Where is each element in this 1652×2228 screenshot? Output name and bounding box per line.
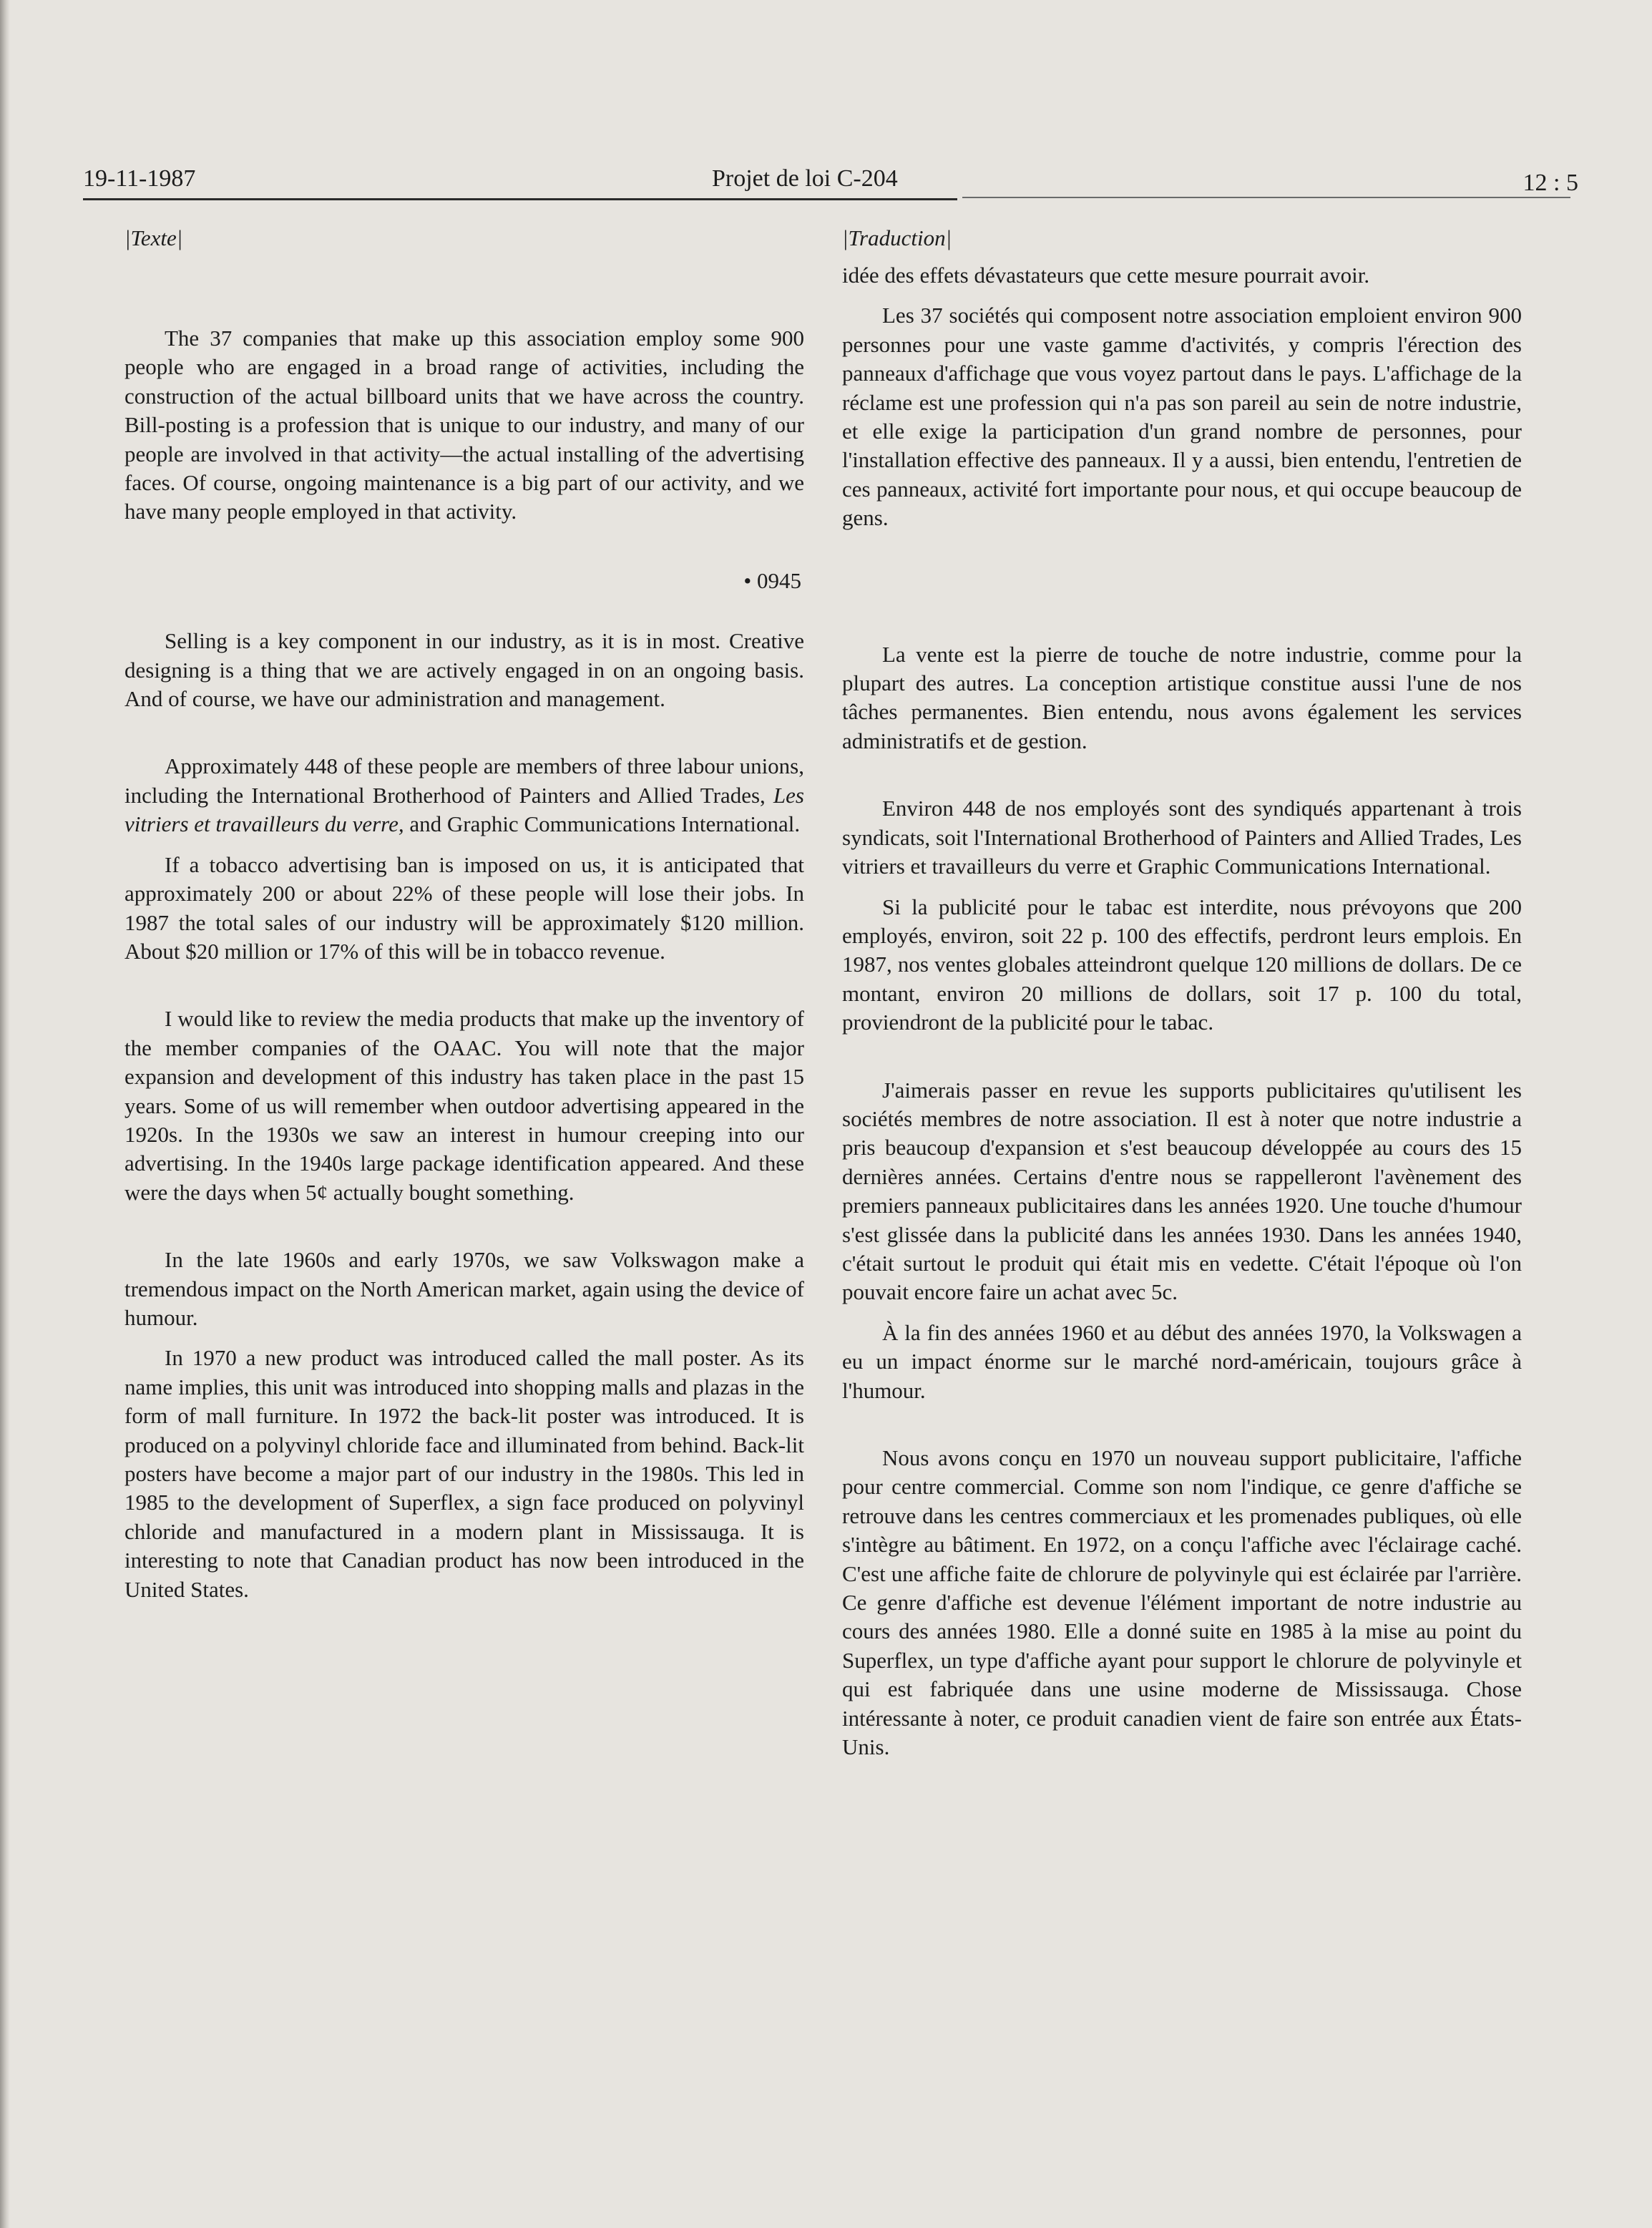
header-page-number: 12 : 5	[1523, 170, 1578, 196]
paragraph: Environ 448 de nos employés sont des syndiqués appartenant à trois syndicats, soit l'International Brotherhood of Painters and Allied Trades, Les vitriers et travailleurs du verre et Graphic Communications International.	[842, 796, 1522, 879]
document-page	[79, 161, 1595, 1760]
paragraph: Selling is a key component in our industry, as it is in most. Creative designing is a thing that we are actively engaged in on an ongoing basis. And of course, we have our administration and management.	[124, 628, 804, 712]
paragraph: I would like to review the media products that make up the inventory of the member companies of the OAAC. You will note that the major expansion and development of this industry has taken place in the past 15 years. Some of us will remember when outdoor advertising appeared in the 1920s. In the 1930s we saw an interest in humour creeping into our advertising. In the 1940s large package identification appeared. And these were the days when 5¢ actually bought something.	[124, 1006, 804, 1205]
column-english-text	[124, 224, 804, 1604]
paragraph: Nous avons conçu en 1970 un nouveau support publicitaire, l'affiche pour centre commercial. Comme son nom l'indique, ce genre d'affiche se retrouve dans les centres commerciaux et les promenades publiques, où elle s'intègre au bâtiment. En 1972, on a conçu l'affiche avec l'éclairage caché. C'est une affiche faite de chlorure de polyvinyle qui est éclairée par l'arrière. Ce genre d'affiche est devenue l'élément important de notre industrie au cours des années 1980. Elle a donné suite en 1985 à la mise au point du Superflex, un type d'affiche ayant pour support le chlorure de polyvinyle et qui est fabriquée dans une usine moderne de Mississauga. Chose intéressante à noter, ce produit canadien vient de faire son entrée aux États-Unis.	[842, 1445, 1522, 1760]
paragraph: La vente est la pierre de touche de notre industrie, comme pour la plupart des autres. La conception artistique constitue aussi l'une de nos tâches permanentes. Bien entendu, nous avons également les services administratifs et de gestion.	[842, 641, 1522, 753]
paragraph: J'aimerais passer en revue les supports publicitaires qu'utilisent les sociétés membres de notre association. Il est à noter que notre industrie a pris beaucoup d'expansion et s'est beaucoup développée au cours des 15 dernières années. Certains d'entre nous se rappelleront l'avènement des premiers panneaux publicitaires dans les années 1920. Une touche d'humour s'est glissée dans la publicité dans les années 1930. Dans les années 1940, c'était surtout le produit qui était mis en vedette. C'était l'époque où l'on pouvait encore faire un achat avec 5c.	[842, 1077, 1522, 1305]
header-date: 19-11-1987	[83, 165, 196, 192]
paragraph: Les 37 sociétés qui composent notre association emploient environ 900 personnes pour une vaste gamme d'activités, y compris l'érection des panneaux d'affichage que vous voyez partout dans le pays. L'affichage de la réclame est une profession qui n'a pas son pareil au sein de notre industrie, et elle exige la participation d'un grand nombre de personnes, pour l'installation effective des panneaux. Il y a aussi, bien entendu, l'entretien de ces panneaux, activité fort importante pour nous, et qui occupe beaucoup de gens.	[842, 303, 1522, 531]
time-marker: • 0945	[743, 567, 801, 593]
paragraph: À la fin des années 1960 et au début des années 1970, la Volkswagen a eu un impact énorme sur le marché nord-américain, toujours grâce à l'humour.	[842, 1319, 1522, 1403]
paragraph: If a tobacco advertising ban is imposed on us, it is anticipated that approximately 200 or about 22% of these people will lose their jobs. In 1987 the total sales of our industry will be approximately $120 million. About $20 million or 17% of this will be in tobacco revenue.	[124, 851, 804, 964]
page-header	[79, 161, 1595, 202]
paragraph-text: and Graphic Communications International.	[404, 811, 801, 837]
paragraph: idée des effets dévastateurs que cette mesure pourrait avoir.	[842, 263, 1370, 288]
paragraph: In the late 1960s and early 1970s, we saw Volkswagon make a tremendous impact on the North American market, again using the device of humour.	[124, 1247, 804, 1330]
header-rule	[83, 198, 957, 200]
paragraph: In 1970 a new product was introduced called the mall poster. As its name implies, this unit was introduced into shopping malls and plazas in the form of mall furniture. In 1972 the back-lit poster was introduced. It is produced on a polyvinyl chloride face and illuminated from behind. Back-lit posters have become a major part of our industry in the 1980s. This led in 1985 to the development of Superflex, a sign face produced on polyvinyl chloride and manufactured in a modern plant in Mississauga. It is interesting to note that Canadian product has now been introduced in the United States.	[124, 1345, 804, 1602]
column-tag-texte: |Texte|	[124, 225, 183, 250]
column-french-translation	[842, 224, 1522, 1762]
header-rule-right	[962, 197, 1570, 198]
paragraph-italic-text: Les vitriers et travailleurs du verre,	[124, 782, 804, 837]
page-spine-shadow	[0, 0, 10, 2228]
column-tag-traduction: |Traduction|	[842, 225, 952, 250]
header-bill-title: Projet de loi C-204	[712, 165, 898, 192]
paragraph: The 37 companies that make up this association employ some 900 people who are engaged in a broad range of activities, including the construction of the actual billboard units that we have across the country. Bill-posting is a profession that is unique to our industry, and many of our people are involved in that activity—the actual installing of the advertising faces. Of course, ongoing maintenance is a big part of our activity, and we have many people employed in that activity.	[124, 326, 804, 524]
paragraph: Si la publicité pour le tabac est interdite, nous prévoyons que 200 employés, environ, soit 22 p. 100 des effectifs, perdront leurs emplois. En 1987, nos ventes globales atteindront quelque 120 millions de dollars. De ce montant, environ 20 millions de dollars, soit 17 p. 100 du total, proviendront de la publicité pour le tabac.	[842, 894, 1522, 1035]
paragraph-text: Approximately 448 of these people are members of three labour unions, including the International Brotherhood of Painters and Allied Trades,	[124, 753, 804, 808]
paragraph	[124, 752, 804, 839]
